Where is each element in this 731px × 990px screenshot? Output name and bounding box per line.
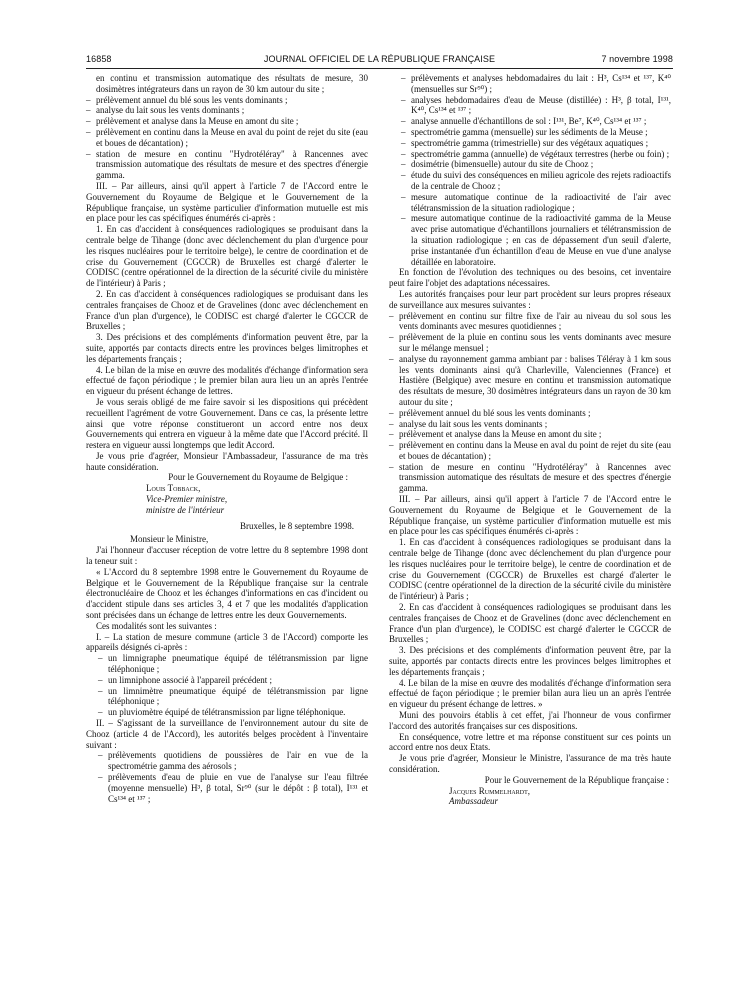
list-item: – analyse du lait sous les vents dominants ;: [389, 419, 671, 430]
list-item: – analyses hebdomadaires d'eau de Meuse (distillée) : H³, β total, I¹³¹, K⁴⁰, Cs¹³⁴ et ¹³⁷ ;: [389, 95, 671, 117]
paragraph: 2. En cas d'accident à conséquences radiologiques se produisant dans les centrales françaises de Chooz et de Gravelines (donc avec déclenchement en France d'un plan d'urgence), le CODISC est chargé d'alerter le CGCCR de Bruxelles ;: [86, 288, 368, 332]
list-item: – prélèvement annuel du blé sous les vents dominants ;: [389, 408, 671, 419]
paragraph: En conséquence, votre lettre et ma réponse constituent sur ces points un accord entre nos deux Etats.: [389, 731, 671, 753]
list-item: – prélèvements et analyses hebdomadaires du lait : H³, Cs¹³⁴ et ¹³⁷, K⁴⁰ (mensuelles sur Sr⁹⁰) ;: [389, 73, 671, 95]
issue-date: 7 novembre 1998: [601, 54, 673, 64]
list-item: – prélèvement en continu sur filtre fixe de l'air au niveau du sol sous les vents dominants avec mesures quotidiennes ;: [389, 311, 671, 333]
list-item: – analyse du lait sous les vents dominants ;: [86, 105, 368, 116]
signature-line: Pour le Gouvernement du Royaume de Belgique :: [168, 472, 348, 483]
paragraph: 1. En cas d'accident à conséquences radiologiques se produisant dans la centrale belge de Tihange (donc avec déclenchement du plan d'urgence pour les risques nucléaires pour le territoire belge), le centre de coordination et de crise du Gouvernement (CGCCR) de Bruxelles est chargé d'alerter le CODISC (centre opérationnel de la direction de la sécurité civile du ministère de l'intérieur) à Paris ;: [86, 224, 368, 289]
right-column: [389, 73, 671, 807]
list-item: – dosimétrie (bimensuelle) autour du site de Chooz ;: [389, 159, 671, 170]
paragraph: 3. Des précisions et des compléments d'information peuvent être, par la suite, apportés par contacts directs entre les provinces belges limitrophes et les départements français ;: [389, 645, 671, 677]
paragraph: Muni des pouvoirs établis à cet effet, j'ai l'honneur de vous confirmer l'accord des autorités françaises sur ces dispositions.: [389, 710, 671, 731]
paragraph: I. – La station de mesure commune (article 3 de l'Accord) comporte les appareils désignés ci-après :: [86, 631, 368, 653]
list-item: – un limnimètre pneumatique équipé de télétransmission par ligne téléphonique ;: [86, 686, 368, 708]
list-item: – station de mesure en continu "Hydrotéléray" à Rancennes avec transmission automatique des résultats de mesure et des spectres d'énergie gamma.: [389, 462, 671, 494]
list-item: – analyse annuelle d'échantillons de sol : I¹³¹, Be⁷, K⁴⁰, Cs¹³⁴ et ¹³⁷ ;: [389, 116, 671, 127]
paragraph: II. – S'agissant de la surveillance de l'environnement autour du site de Chooz (article 4 de l'Accord), les autorités belges procèdent à l'inventaire suivant :: [86, 718, 368, 750]
paragraph: « L'Accord du 8 septembre 1998 entre le Gouvernement du Royaume de Belgique et le Gouvernement de la République française sur la centrale électronucléaire de Chooz et les échanges d'informations en cas d'incident ou d'accident stipule dans ses articles 3, 4 et 7 que les modalités d'application sont précisées dans un échange de lettres entre les deux Gouvernements.: [86, 566, 368, 621]
list-item: – prélèvement de la pluie en continu sous les vents dominants avec mesure sur le mélange mensuel ;: [389, 332, 671, 354]
paragraph: Je vous prie d'agréer, Monsieur l'Ambassadeur, l'assurance de ma très haute considération.: [86, 450, 368, 472]
signatory-role: Ambassadeur: [449, 796, 498, 807]
signatory-role: Vice-Premier ministre,: [146, 494, 228, 505]
paragraph: III. – Par ailleurs, ainsi qu'il appert à l'article 7 de l'Accord entre le Gouvernement du Royaume de Belgique et le Gouvernement de la République française, un système particulier d'information mutuelle est mis en place pour les cas spécifiques énumérés ci-après :: [389, 494, 671, 537]
signatory-role: ministre de l'intérieur: [146, 504, 225, 515]
list-item-continuation: en continu et transmission automatique des résultats de mesure, 30 dosimètres intégrateurs dans un rayon de 30 km autour du site ;: [96, 73, 368, 94]
list-item: – un limnigraphe pneumatique équipé de télétransmission par ligne téléphonique ;: [86, 653, 368, 675]
list-item: – prélèvement et analyse dans la Meuse en amont du site ;: [86, 116, 368, 127]
list-item: – spectrométrie gamma (annuelle) de végétaux terrestres (herbe ou foin) ;: [389, 149, 671, 160]
place-date: Bruxelles, le 8 septembre 1998.: [240, 520, 354, 531]
list-item: – prélèvement annuel du blé sous les vents dominants ;: [86, 95, 368, 106]
list-item: – prélèvements d'eau de pluie en vue de l'analyse sur l'eau filtrée (moyenne mensuelle) H³, β total, Sr⁹⁰ (sur le dépôt : β total), I¹³¹ et Cs¹³⁴ et ¹³⁷ ;: [86, 772, 368, 804]
paragraph: Je vous serais obligé de me faire savoir si les dispositions qui précèdent recueillent l'agrément de votre Gouvernement. Dans ce cas, la présente lettre ainsi que votre réponse constitueront un accord entre nos deux Gouvernements qui entrera en vigueur à la même date que l'Accord précité. Il restera en vigueur aussi longtemps que ledit Accord.: [86, 396, 368, 451]
signature-line: Pour le Gouvernement de la République française :: [484, 774, 669, 785]
header-rule: [86, 68, 673, 69]
list-item: – étude du suivi des conséquences en milieu agricole des rejets radioactifs de la centrale de Chooz ;: [389, 170, 671, 192]
list-item: – un limniphone associé à l'appareil précédent ;: [86, 675, 368, 686]
paragraph: 4. Le bilan de la mise en œuvre des modalités d'échange d'information sera effectué de façon périodique ; le premier bilan aura lieu un an après l'entrée en vigueur du présent échange de lettres.: [86, 364, 368, 397]
journal-title: JOURNAL OFFICIEL DE LA RÉPUBLIQUE FRANÇAISE: [263, 54, 496, 64]
list-item: – prélèvement en continu dans la Meuse en aval du point de rejet du site (eau et boues de décantation) ;: [389, 440, 671, 462]
list-item: – prélèvements quotidiens de poussières de l'air en vue de la spectrométrie gamma des aérosols ;: [86, 750, 368, 772]
signatory-name: Louis Tobback,: [146, 483, 201, 494]
paragraph: 4. Le bilan de la mise en œuvre des modalités d'échange d'information sera effectué de façon périodique ; le premier bilan aura lieu un an après l'entrée en vigueur du présent échange de lettres. »: [389, 677, 671, 710]
list-item: – analyse du rayonnement gamma ambiant par : balises Téléray à 1 km sous les vents dominants ainsi qu'à Charleville, Valenciennes (France) et Hastière (Belgique) avec mesure en continu et transmission automatique des résultats de mesure, 30 dosimètres intégrateurs dans un rayon de 30 km autour du site ;: [389, 354, 671, 408]
paragraph: 1. En cas d'accident à conséquences radiologiques se produisant dans la centrale belge de Tihange (donc avec déclenchement du plan d'urgence pour les risques nucléaires pour le territoire belge), le centre de coordination et de crise du Gouvernement (CGCCR) de Bruxelles est chargé d'alerter le CODISC (centre opérationnel de la direction de la sécurité civile du ministère de l'intérieur) à Paris ;: [389, 537, 671, 602]
left-column: [86, 73, 368, 804]
list-item: – spectrométrie gamma (mensuelle) sur les sédiments de la Meuse ;: [389, 127, 671, 138]
list-item: – mesure automatique continue de la radioactivité de l'air avec télétransmission de la situation radiologique ;: [389, 192, 671, 214]
paragraph: Je vous prie d'agréer, Monsieur le Ministre, l'assurance de ma très haute considération.: [389, 753, 671, 774]
paragraph: Les autorités françaises pour leur part procèdent sur leurs propres réseaux de surveillance aux mesures suivantes :: [389, 288, 671, 310]
paragraph: J'ai l'honneur d'accuser réception de votre lettre du 8 septembre 1998 dont la teneur suit :: [86, 545, 368, 567]
paragraph: 2. En cas d'accident à conséquences radiologiques se produisant dans les centrales françaises de Chooz et de Gravelines (donc avec déclenchement en France d'un plan d'urgence), le CODISC est chargé d'alerter le CGCCR de Bruxelles ;: [389, 602, 671, 645]
signatory-name: Jacques Rummelhardt,: [449, 785, 531, 796]
paragraph: En fonction de l'évolution des techniques ou des besoins, cet inventaire peut faire l'objet des adaptations nécessaires.: [389, 267, 671, 289]
list-item: – station de mesure en continu "Hydrotéléray" à Rancennes avec transmission automatique des résultats de mesure et des spectres d'énergie gamma.: [86, 149, 368, 181]
list-item: – un pluviomètre équipé de télétransmission par ligne téléphonique.: [86, 707, 368, 718]
paragraph: III. – Par ailleurs, ainsi qu'il appert à l'article 7 de l'Accord entre le Gouvernement du Royaume de Belgique et le Gouvernement de la République française, un système particulier d'information mutuelle est mis en place pour les cas spécifiques énumérés ci-après :: [86, 180, 368, 224]
list-item: – prélèvement en continu dans la Meuse en aval du point de rejet du site (eau et boues de décantation) ;: [86, 127, 368, 149]
salutation: Monsieur le Ministre,: [130, 534, 209, 545]
paragraph: 3. Des précisions et des compléments d'information peuvent être, par la suite, apportés par contacts directs entre les provinces belges limitrophes et les départements français ;: [86, 332, 368, 364]
list-item: – spectrométrie gamma (trimestrielle) sur des végétaux aquatiques ;: [389, 138, 671, 149]
list-item: – prélèvement et analyse dans la Meuse en amont du site ;: [389, 429, 671, 440]
list-item: – mesure automatique continue de la radioactivité gamma de la Meuse avec prise automatique d'échantillons journaliers et télétransmission de la situation radiologique ; en cas de dépassement d'un seuil d'alerte, prise instantanée d'un échantillon d'eau de Meuse en vue d'une analyse détaillée en laboratoire.: [389, 213, 671, 267]
page-number: 16858: [86, 54, 112, 64]
paragraph: Ces modalités sont les suivantes :: [96, 620, 217, 631]
page-header: [86, 54, 673, 68]
